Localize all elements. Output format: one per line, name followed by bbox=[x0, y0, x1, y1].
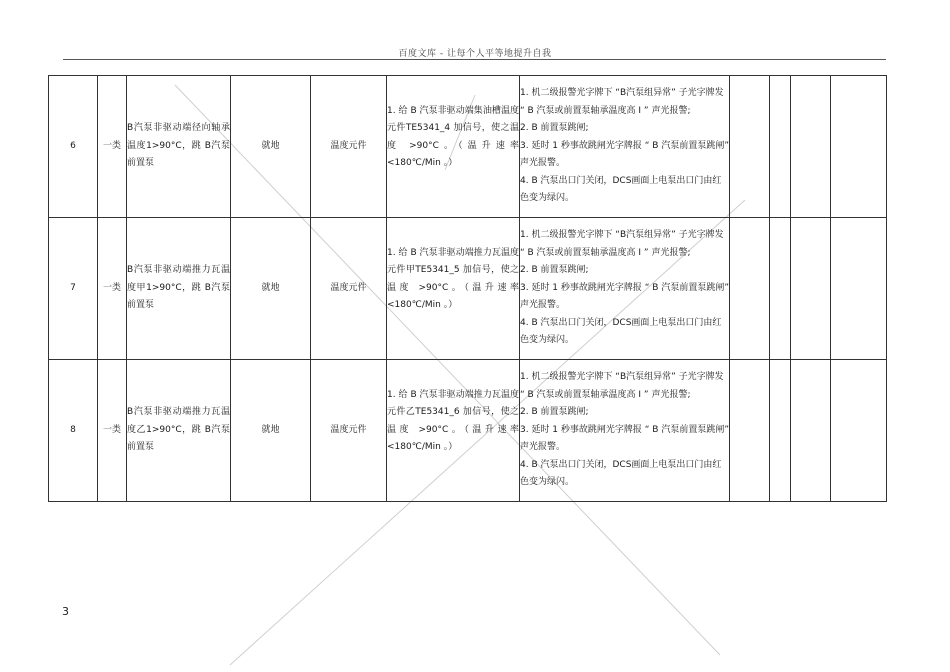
blank-cell bbox=[791, 360, 831, 502]
row-expected-response bbox=[520, 218, 730, 360]
response-line: 1. 机二级报警光字牌下 “B汽泵组异常” 子光字牌发 “ B 汽泵或前置泵轴承温度高 I ” 声光报警; bbox=[520, 230, 724, 258]
row-test-method bbox=[387, 360, 520, 502]
row-test-method-text: 1. 给 B 汽泵非驱动端推力瓦温度元件乙TE5341_6 加信号，使之温度 >90°C。（温升速率<180℃/Min 。） bbox=[387, 389, 519, 452]
row-location: 就地 bbox=[231, 218, 311, 360]
row-location: 就地 bbox=[231, 76, 311, 218]
blank-cell bbox=[791, 218, 831, 360]
table-row bbox=[49, 218, 887, 360]
row-location: 就地 bbox=[231, 360, 311, 502]
blank-cell bbox=[770, 360, 791, 502]
page-number: 3 bbox=[62, 605, 69, 618]
row-test-method bbox=[387, 76, 520, 218]
row-number: 8 bbox=[49, 360, 98, 502]
response-line: 1. 机二级报警光字牌下 “B汽泵组异常” 子光字牌发 “ B 汽泵或前置泵轴承温度高 I ” 声光报警; bbox=[520, 88, 724, 116]
row-category: 一类 bbox=[98, 360, 127, 502]
blank-cell bbox=[730, 76, 770, 218]
blank-cell bbox=[730, 218, 770, 360]
response-line: 3. 延时 1 秒事故跳闸光字牌报 “ B 汽泵前置泵跳闸” 声光报警。 bbox=[520, 424, 729, 453]
row-number: 7 bbox=[49, 218, 98, 360]
row-test-method-text: 1. 给 B 汽泵非驱动端集油槽温度元件TE5341_4 加信号，使之温度 >90°C。（温升速率<180℃/Min 。） bbox=[387, 105, 519, 168]
response-line: 1. 机二级报警光字牌下 “B汽泵组异常” 子光字牌发 “ B 汽泵或前置泵轴承温度高 I ” 声光报警; bbox=[520, 372, 724, 400]
table-row bbox=[49, 360, 887, 502]
row-test-method bbox=[387, 218, 520, 360]
blank-cell bbox=[831, 218, 887, 360]
blank-cell bbox=[831, 76, 887, 218]
row-element-type: 温度元件 bbox=[311, 360, 387, 502]
row-condition: B汽泵非驱动端推力瓦温度乙1>90°C，跳 B汽泵前置泵 bbox=[127, 360, 231, 502]
row-category: 一类 bbox=[98, 76, 127, 218]
response-line: 4. B 汽泵出口门关闭，DCS画面上电泵出口门由红色变为绿闪。 bbox=[520, 175, 722, 204]
row-expected-response bbox=[520, 76, 730, 218]
blank-cell bbox=[770, 218, 791, 360]
row-category: 一类 bbox=[98, 218, 127, 360]
response-line: 4. B 汽泵出口门关闭，DCS画面上电泵出口门由红色变为绿闪。 bbox=[520, 317, 722, 346]
test-table bbox=[48, 75, 887, 502]
row-condition: B汽泵非驱动端推力瓦温度甲1>90°C，跳 B汽泵前置泵 bbox=[127, 218, 231, 360]
row-expected-response bbox=[520, 360, 730, 502]
page-header: 百度文库 - 让每个人平等地提升自我 bbox=[398, 49, 552, 59]
row-number: 6 bbox=[49, 76, 98, 218]
header-rule bbox=[63, 59, 886, 60]
table-body bbox=[49, 76, 887, 502]
row-test-method-text: 1. 给 B 汽泵非驱动端推力瓦温度元件甲TE5341_5 加信号，使之温度 >90°C。（温升速率<180℃/Min 。） bbox=[387, 247, 519, 310]
blank-cell bbox=[730, 360, 770, 502]
row-element-type: 温度元件 bbox=[311, 218, 387, 360]
blank-cell bbox=[831, 360, 887, 502]
row-element-type: 温度元件 bbox=[311, 76, 387, 218]
table-row bbox=[49, 76, 887, 218]
row-condition: B汽泵非驱动端径向轴承温度1>90°C，跳 B汽泵前置泵 bbox=[127, 76, 231, 218]
response-line: 2. B 前置泵跳闸; bbox=[520, 265, 589, 276]
blank-cell bbox=[791, 76, 831, 218]
blank-cell bbox=[770, 76, 791, 218]
response-line: 2. B 前置泵跳闸; bbox=[520, 407, 589, 418]
response-line: 4. B 汽泵出口门关闭，DCS画面上电泵出口门由红色变为绿闪。 bbox=[520, 459, 722, 488]
response-line: 2. B 前置泵跳闸; bbox=[520, 123, 589, 134]
response-line: 3. 延时 1 秒事故跳闸光字牌报 “ B 汽泵前置泵跳闸” 声光报警。 bbox=[520, 140, 729, 169]
response-line: 3. 延时 1 秒事故跳闸光字牌报 “ B 汽泵前置泵跳闸” 声光报警。 bbox=[520, 282, 729, 311]
